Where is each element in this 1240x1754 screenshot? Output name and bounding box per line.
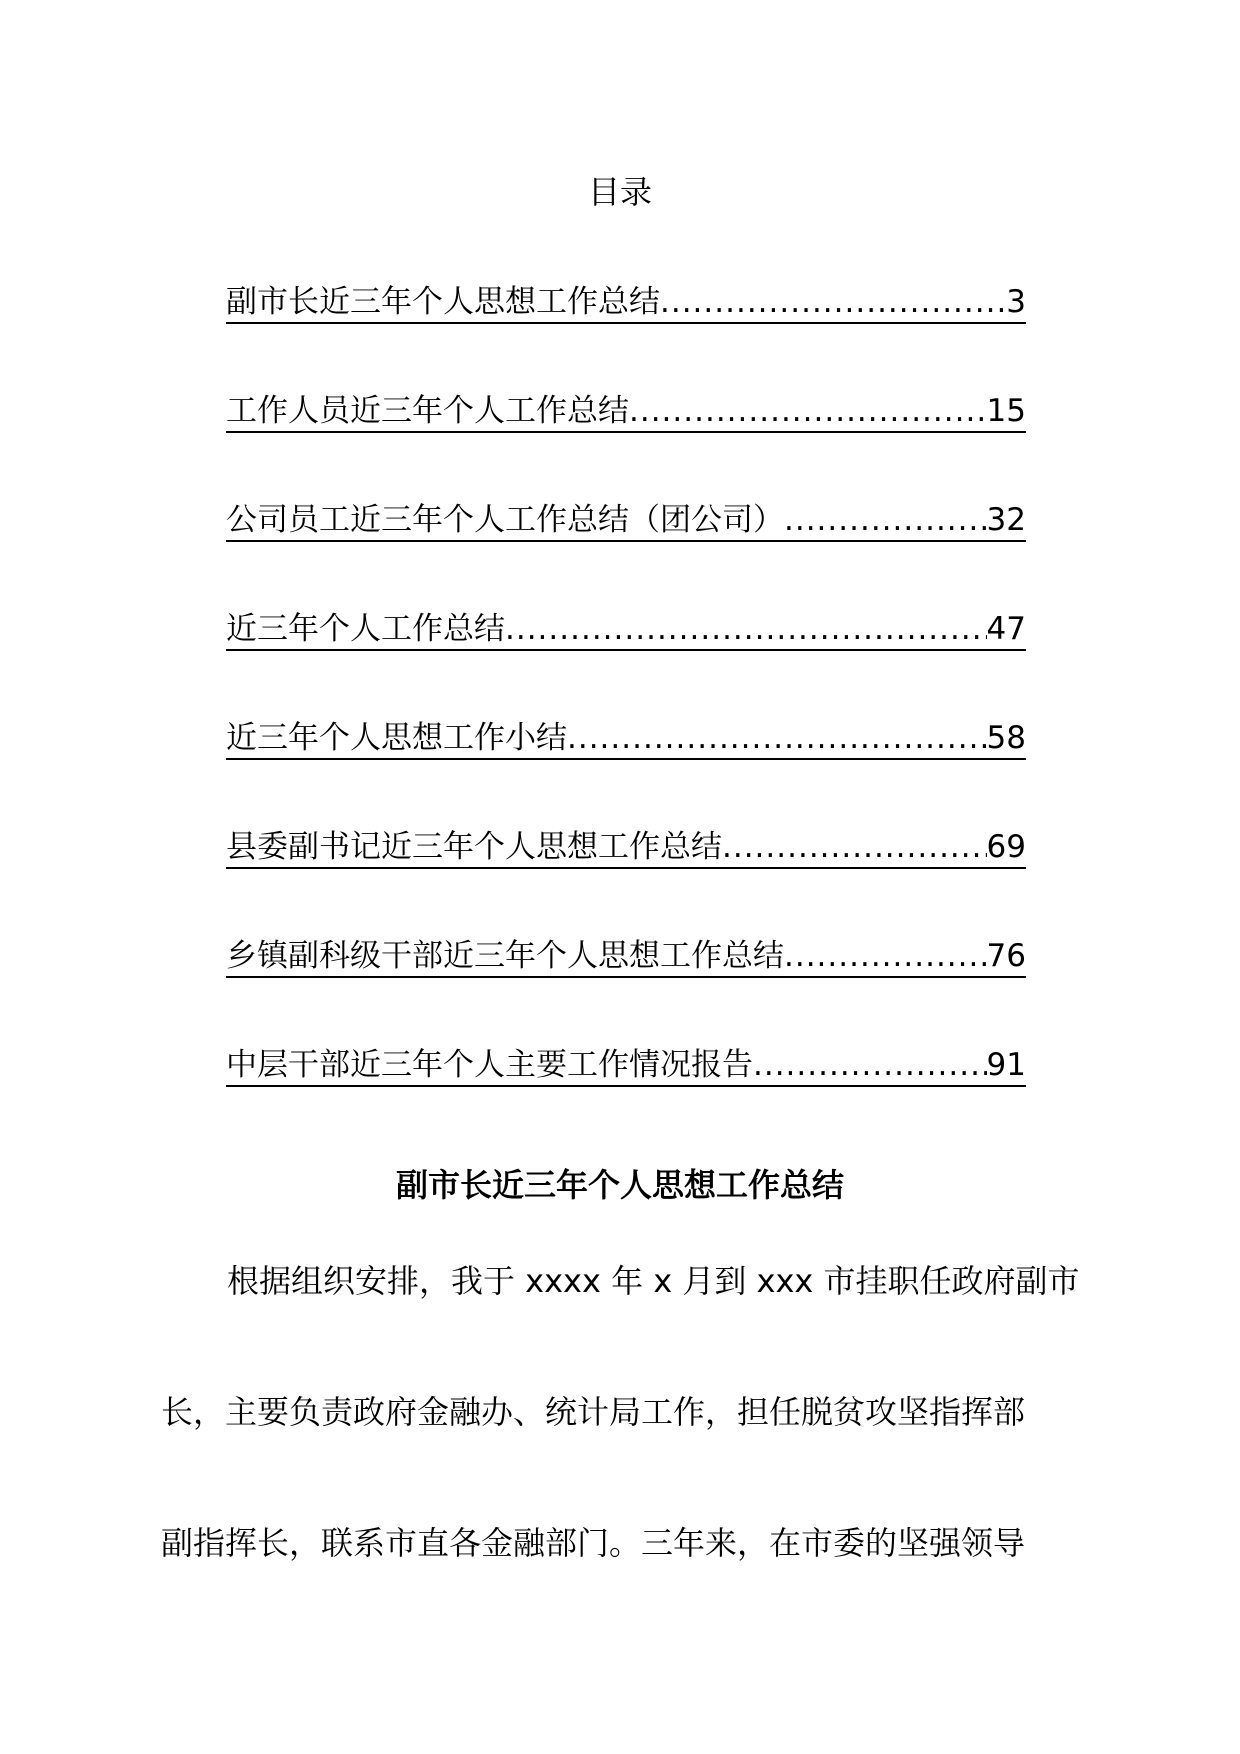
toc-link-8[interactable] [226, 1045, 1026, 1087]
toc-link-6[interactable] [226, 827, 1026, 869]
toc-link-5[interactable] [226, 718, 1026, 760]
toc-entry [226, 282, 1026, 391]
toc-entry-title: 县委副书记近三年个人思想工作总结 [226, 829, 722, 865]
toc-page-number: 91 [986, 1047, 1026, 1083]
toc-dot-leader [784, 500, 987, 540]
toc-dot-leader [722, 827, 987, 867]
toc-entry [226, 827, 1026, 936]
toc-page-number: 32 [986, 502, 1026, 538]
paragraph-line: 长，主要负责政府金融办、统计局工作，担任脱贫攻坚指挥部 [161, 1393, 1026, 1431]
toc-entry [226, 1045, 1026, 1154]
toc-entry-title: 乡镇副科级干部近三年个人思想工作总结 [226, 938, 784, 974]
toc-dot-leader [629, 391, 987, 431]
toc-link-2[interactable] [226, 391, 1026, 433]
toc-page-number: 58 [986, 720, 1026, 756]
toc-entry-title: 近三年个人思想工作小结 [226, 720, 567, 756]
toc-page-number: 15 [986, 393, 1026, 429]
paragraph-line: 副指挥长，联系市直各金融部门。三年来，在市委的坚强领导 [161, 1524, 1026, 1562]
toc-link-4[interactable] [226, 609, 1026, 651]
toc-entry [226, 718, 1026, 827]
toc-entry [226, 391, 1026, 500]
toc-entry-title: 工作人员近三年个人工作总结 [226, 393, 629, 429]
toc-link-7[interactable] [226, 936, 1026, 978]
toc-page-number: 69 [986, 829, 1026, 865]
toc-page-number: 3 [1006, 284, 1026, 320]
toc-page-number: 76 [986, 938, 1026, 974]
toc-entry-title: 中层干部近三年个人主要工作情况报告 [226, 1047, 753, 1083]
toc-entry-title: 副市长近三年个人思想工作总结 [226, 284, 660, 320]
toc-dot-leader [660, 282, 1006, 322]
toc-entry [226, 609, 1026, 718]
toc-entry-title: 近三年个人工作总结 [226, 611, 505, 647]
toc-entry-title: 公司员工近三年个人工作总结（团公司） [226, 502, 784, 538]
toc-link-1[interactable] [226, 282, 1026, 324]
body-paragraph [161, 1260, 1081, 1653]
toc-dot-leader [784, 936, 987, 976]
toc-dot-leader [753, 1045, 987, 1085]
toc-title: 目录 [587, 173, 652, 211]
toc-page-number: 47 [986, 611, 1026, 647]
paragraph-line: 根据组织安排，我于 xxxx 年 x 月到 xxx 市挂职任政府副市 [227, 1262, 1080, 1300]
toc-entry [226, 936, 1026, 1045]
toc-dot-leader [505, 609, 987, 649]
toc-link-3[interactable] [226, 500, 1026, 542]
toc-dot-leader [567, 718, 987, 758]
section-title: 副市长近三年个人思想工作总结 [395, 1166, 844, 1204]
toc-entry [226, 500, 1026, 609]
table-of-contents [226, 282, 1026, 1154]
